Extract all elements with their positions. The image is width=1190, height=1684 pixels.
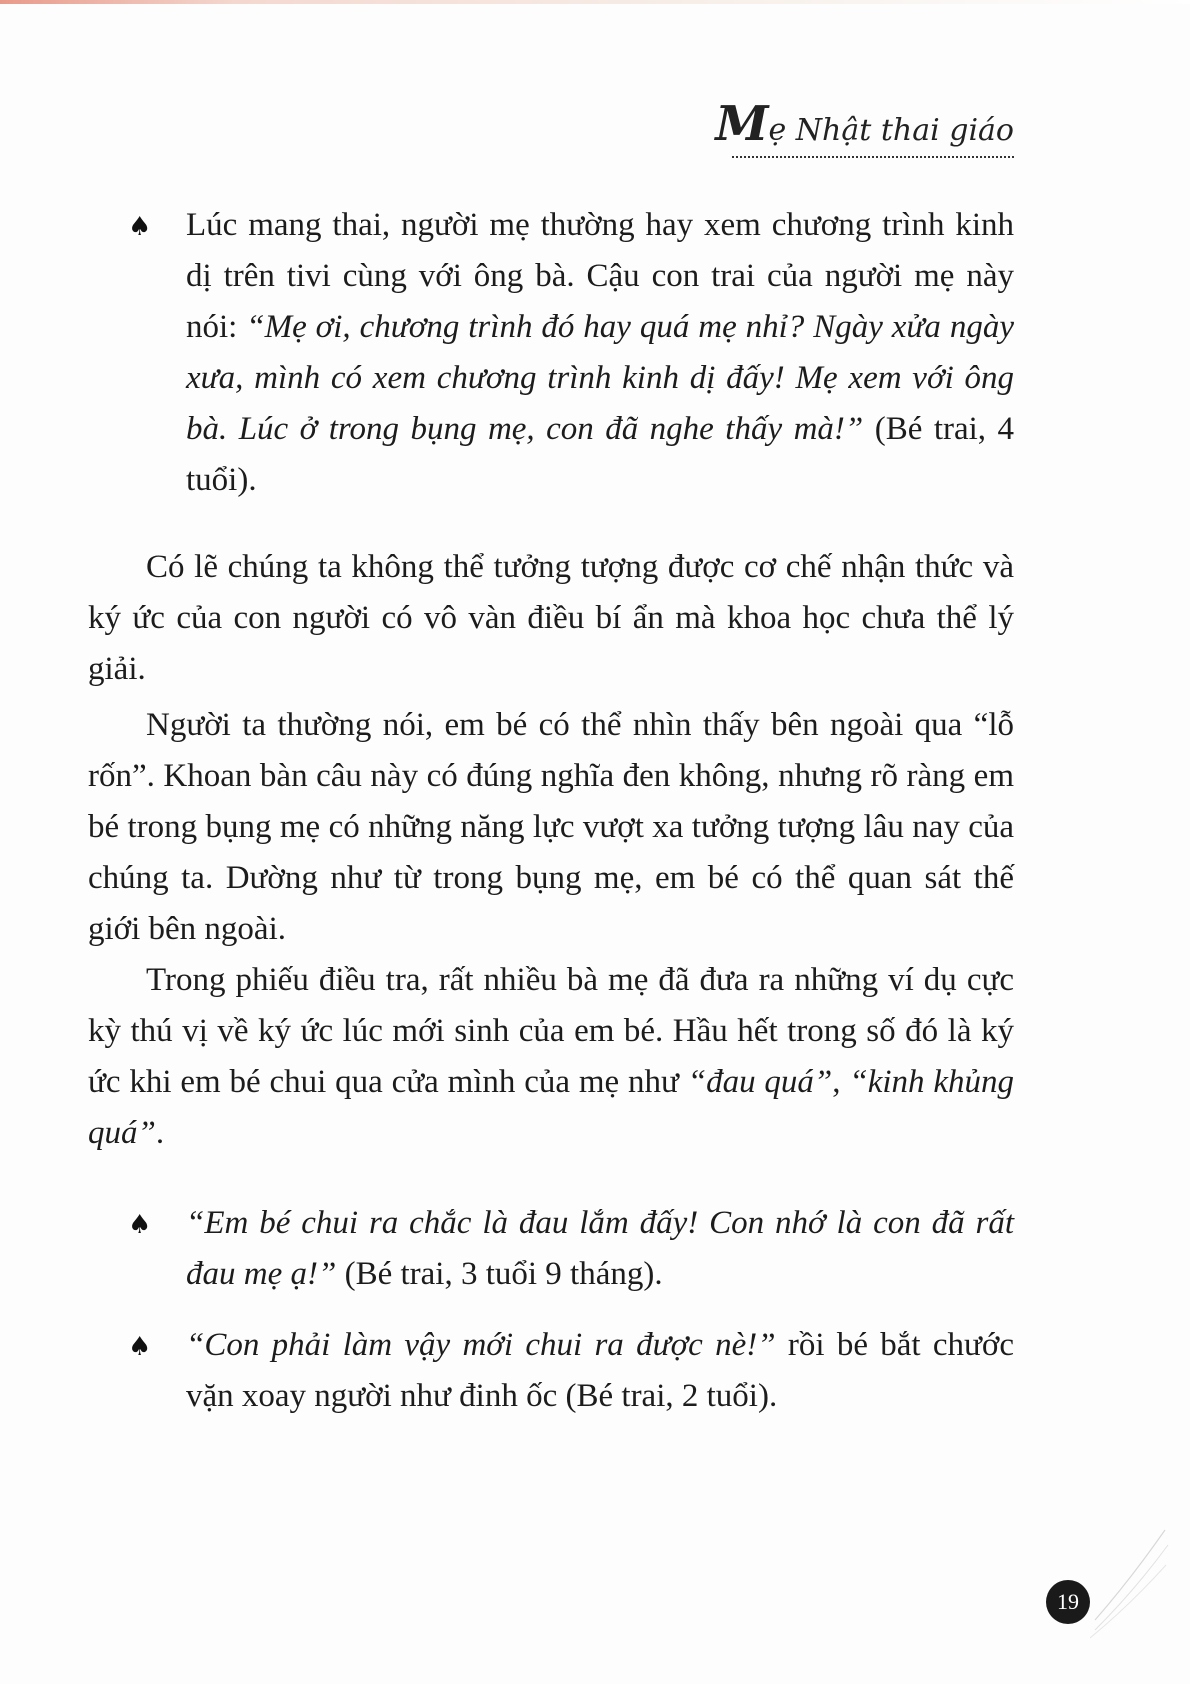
bullet-1-attribution: (Bé trai, 4 tuổi). bbox=[186, 411, 1014, 498]
bullet-3-rest: rồi bé bắt chước vặn xoay người như đinh ốc (Bé trai, 2 tuổi). bbox=[186, 1327, 1014, 1414]
paragraph-3-end: . bbox=[155, 1115, 165, 1151]
bullet-1-quote: “Mẹ ơi, chương trình đó hay quá mẹ nhỉ? Ngày xửa ngày xưa, mình có xem chương trình kinh dị đấy! Mẹ xem với ông bà. Lúc ở trong bụng mẹ, con đã nghe thấy mà!” bbox=[186, 309, 1014, 447]
page-corner-decoration-icon bbox=[1090, 1520, 1170, 1640]
paragraph-1 bbox=[88, 542, 1014, 695]
paragraph-2-text: Người ta thường nói, em bé có thể nhìn thấy bên ngoài qua “lỗ rốn”. Khoan bàn câu này có đúng nghĩa đen không, nhưng rõ ràng em bé trong bụng mẹ có những năng lực vượt xa tưởng tượng lâu nay của chúng ta. Dường như từ trong bụng mẹ, em bé có thể quan sát thế giới bên ngoài. bbox=[88, 707, 1014, 947]
paragraph-3-plain: Trong phiếu điều tra, rất nhiều bà mẹ đã đưa ra những ví dụ cực kỳ thú vị về ký ức lúc mới sinh của em bé. Hầu hết trong số đó là ký ức khi em bé chui qua cửa mình của mẹ như bbox=[88, 962, 1014, 1100]
bullet-2-quote: “Em bé chui ra chắc là đau lắm đấy! Con nhớ là con đã rất đau mẹ ạ!” bbox=[186, 1205, 1014, 1292]
book-title-rest: ẹ Nhật thai giáo bbox=[768, 113, 1014, 148]
bullet-item-3 bbox=[128, 1320, 1014, 1422]
paragraph-3-text bbox=[88, 955, 1014, 1159]
bullet-item-1 bbox=[128, 200, 1014, 506]
bullet-item-1-text bbox=[186, 200, 1014, 506]
bullet-3-quote: “Con phải làm vậy mới chui ra được nè!” bbox=[186, 1327, 776, 1363]
page-top-edge bbox=[0, 0, 1190, 4]
book-title-initial: M bbox=[715, 96, 769, 152]
paragraph-3-quote-1: “đau quá” bbox=[687, 1064, 833, 1100]
header-dotted-rule bbox=[732, 156, 1014, 158]
bullet-item-2 bbox=[128, 1198, 1014, 1300]
running-header bbox=[715, 96, 1014, 158]
bullet-item-2-text bbox=[186, 1198, 1014, 1300]
book-title bbox=[715, 96, 1014, 152]
page-number: 19 bbox=[1046, 1580, 1090, 1624]
spade-bullet-icon: ♠ bbox=[128, 212, 152, 242]
spade-bullet-icon: ♠ bbox=[128, 1210, 152, 1240]
paragraph-3-quote-2: “kinh khủng quá” bbox=[88, 1064, 1015, 1151]
paragraph-3 bbox=[88, 955, 1014, 1159]
spade-bullet-icon: ♠ bbox=[128, 1332, 152, 1362]
bullet-2-attribution: (Bé trai, 3 tuổi 9 tháng). bbox=[336, 1256, 663, 1292]
paragraph-3-separator: , bbox=[832, 1064, 850, 1100]
bullet-item-3-text bbox=[186, 1320, 1014, 1422]
paragraph-1-text: Có lẽ chúng ta không thể tưởng tượng được cơ chế nhận thức và ký ức của con người có vô vàn điều bí ẩn mà khoa học chưa thể lý giải. bbox=[88, 549, 1014, 687]
paragraph-2 bbox=[88, 700, 1014, 955]
bullet-1-intro: Lúc mang thai, người mẹ thường hay xem chương trình kinh dị trên tivi cùng với ông bà. Cậu con trai của người mẹ này nói: bbox=[186, 207, 1014, 345]
